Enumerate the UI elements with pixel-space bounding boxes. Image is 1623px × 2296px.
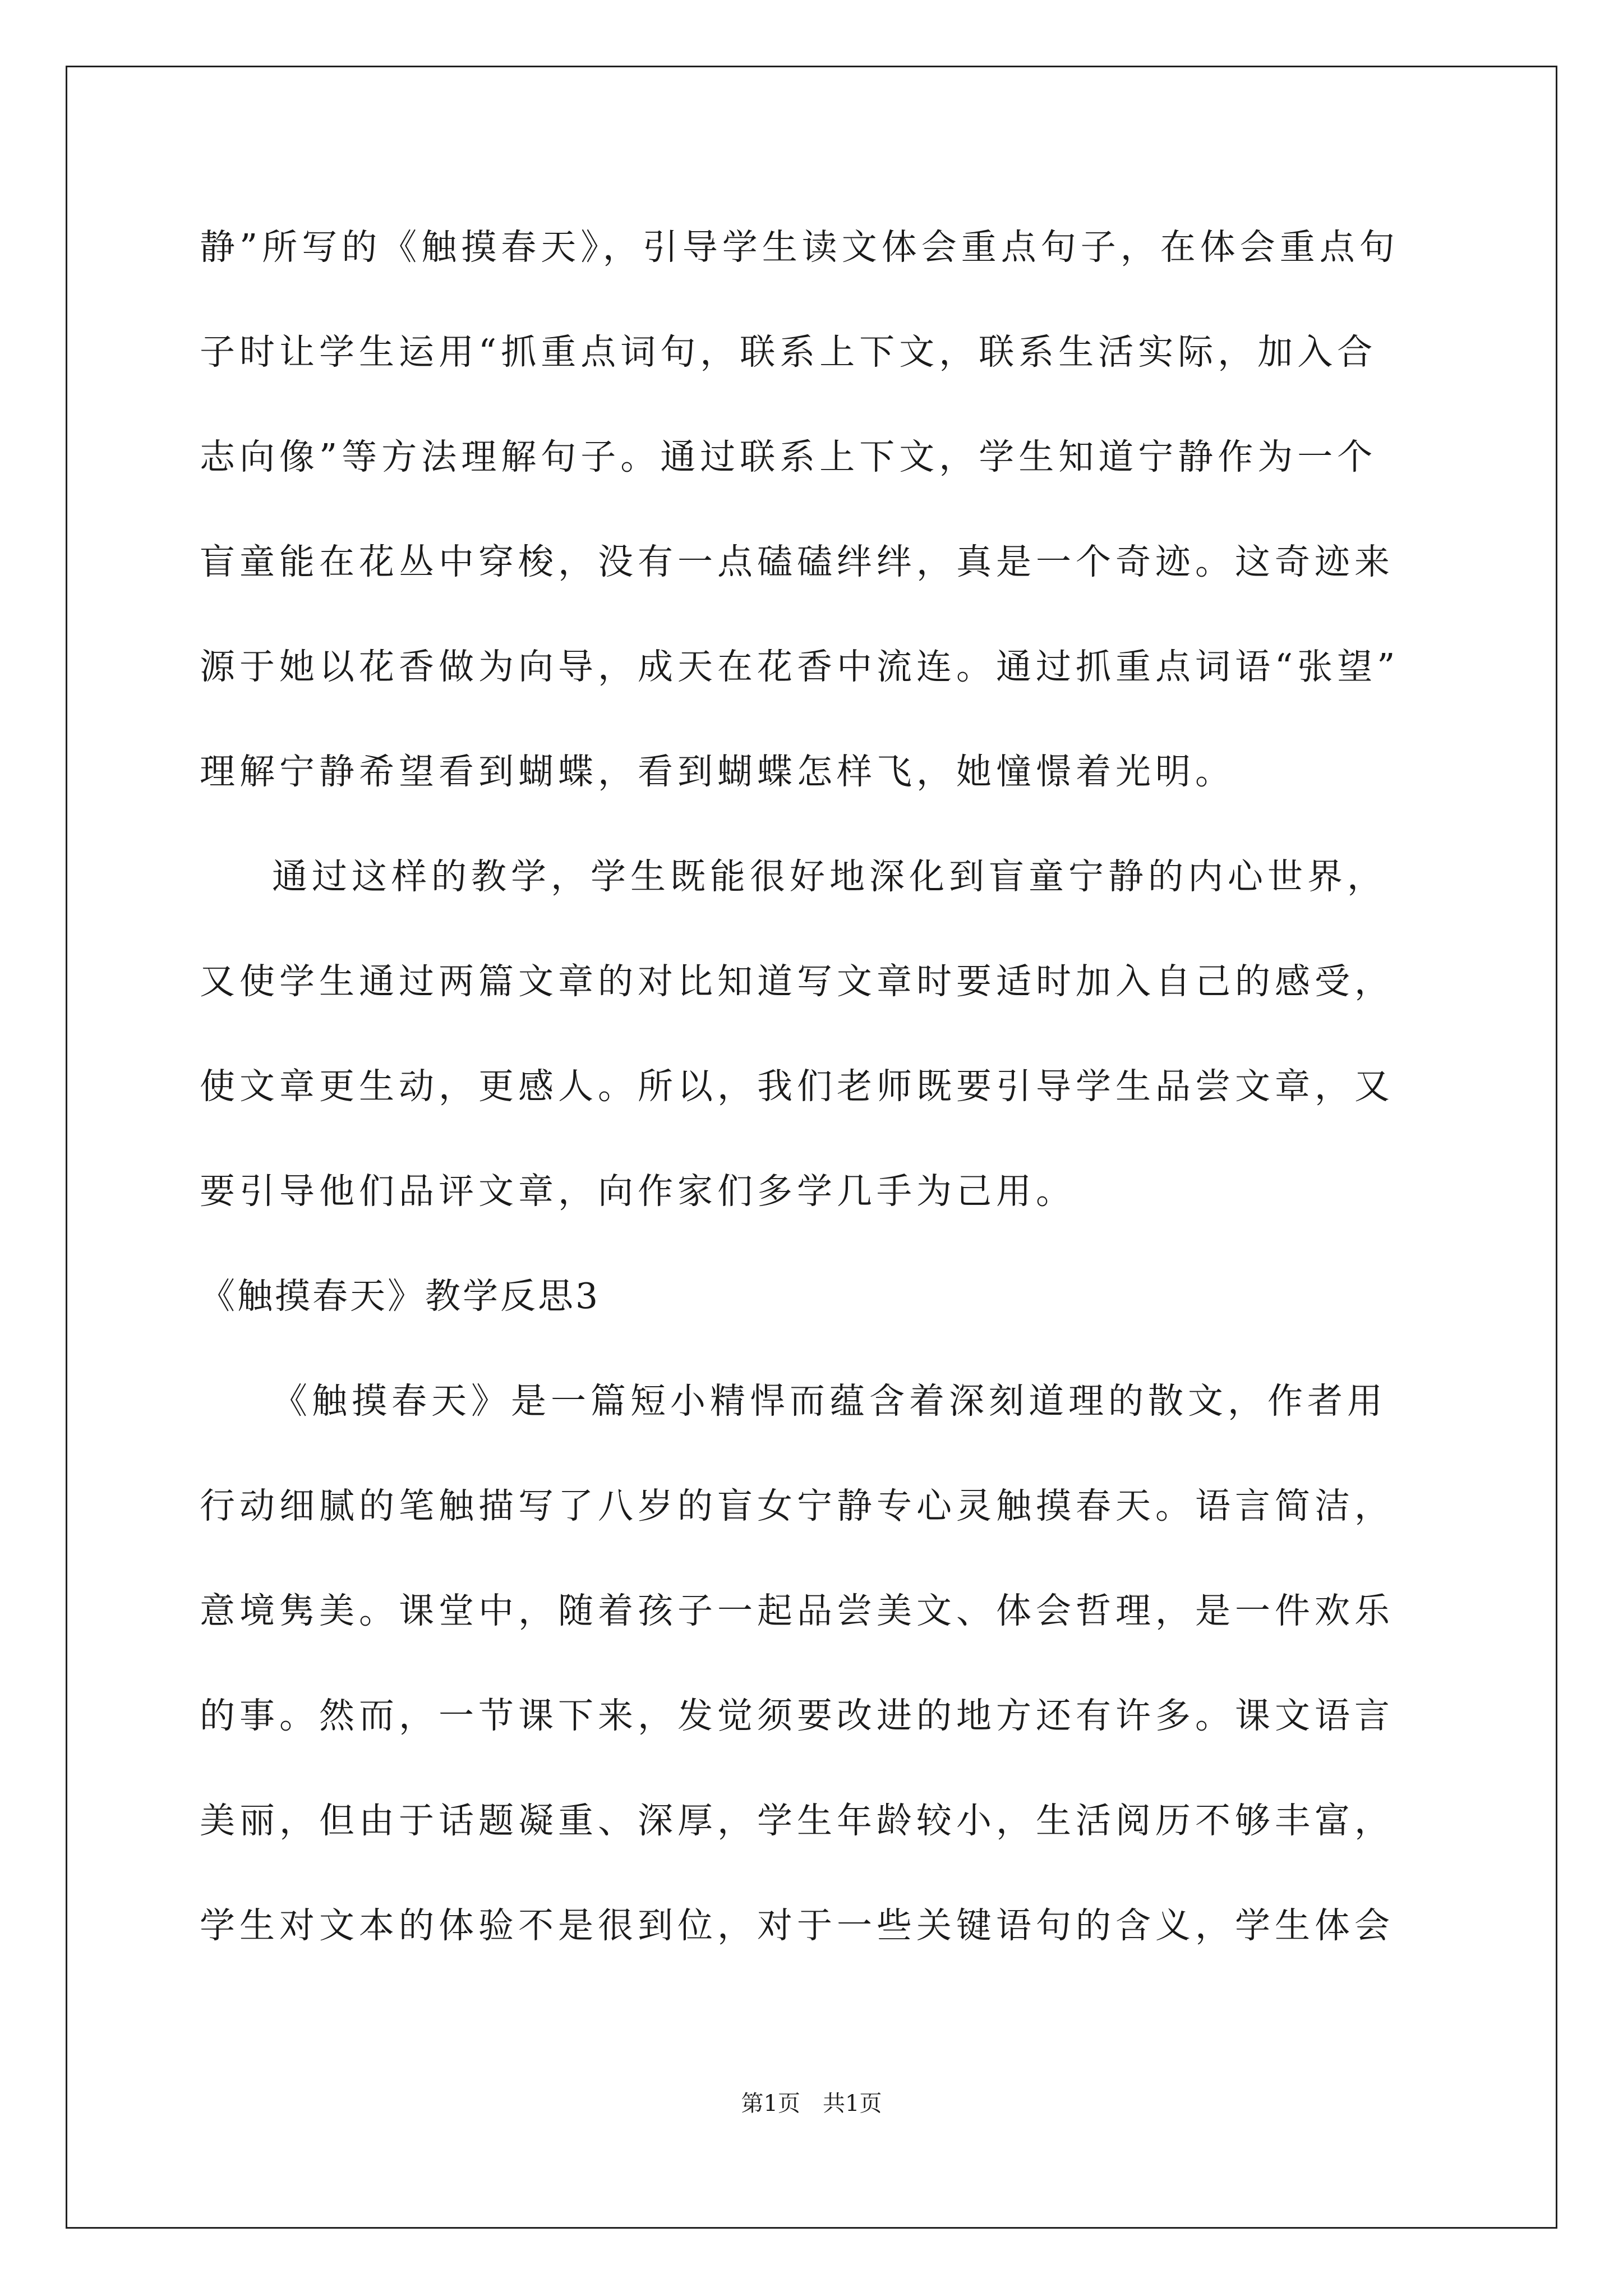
section-heading: 《触摸春天》教学反思3 <box>200 1276 601 1317</box>
text-line: 意境隽美。课堂中，随着孩子一起品尝美文、体会哲理，是一件欢乐 <box>200 1590 1394 1631</box>
page-footer <box>0 2092 1623 2115</box>
text-line: 通过这样的教学，学生既能很好地深化到盲童宁静的内心世界， <box>272 856 1387 897</box>
page-border <box>66 66 1557 2229</box>
text-line: 又使学生通过两篇文章的对比知道写文章时要适时加入自己的感受， <box>200 961 1394 1002</box>
text-line: 《触摸春天》是一篇短小精悍而蕴含着深刻道理的散文，作者用 <box>272 1381 1387 1421</box>
text-line: 的事。然而，一节课下来，发觉须要改进的地方还有许多。课文语言 <box>200 1695 1394 1736</box>
text-line: 源于她以花香做为向导，成天在花香中流连。通过抓重点词语“张望” <box>200 646 1400 687</box>
text-line: 学生对文本的体验不是很到位，对于一些关键语句的含义，学生体会 <box>200 1905 1394 1946</box>
text-line: 使文章更生动，更感人。所以，我们老师既要引导学生品尝文章，又 <box>200 1066 1394 1107</box>
total-pages: 共1页 <box>823 2091 882 2116</box>
text-line: 美丽，但由于话题凝重、深厚，学生年龄较小，生活阅历不够丰富， <box>200 1800 1394 1841</box>
text-line: 盲童能在花丛中穿梭，没有一点磕磕绊绊，真是一个奇迹。这奇迹来 <box>200 541 1394 582</box>
text-line: 子时让学生运用“抓重点词句，联系上下文，联系生活实际，加入合 <box>200 332 1377 372</box>
text-line: 静”所写的《触摸春天》，引导学生读文体会重点句子，在体会重点句 <box>200 227 1399 268</box>
text-line: 志向像”等方法理解句子。通过联系上下文，学生知道宁静作为一个 <box>200 436 1377 477</box>
page-number: 第1页 <box>741 2091 800 2116</box>
text-line: 要引导他们品评文章，向作家们多学几手为己用。 <box>200 1171 1076 1212</box>
text-line: 理解宁静希望看到蝴蝶，看到蝴蝶怎样飞，她憧憬着光明。 <box>200 751 1235 792</box>
text-line: 行动细腻的笔触描写了八岁的盲女宁静专心灵触摸春天。语言简洁， <box>200 1485 1394 1526</box>
